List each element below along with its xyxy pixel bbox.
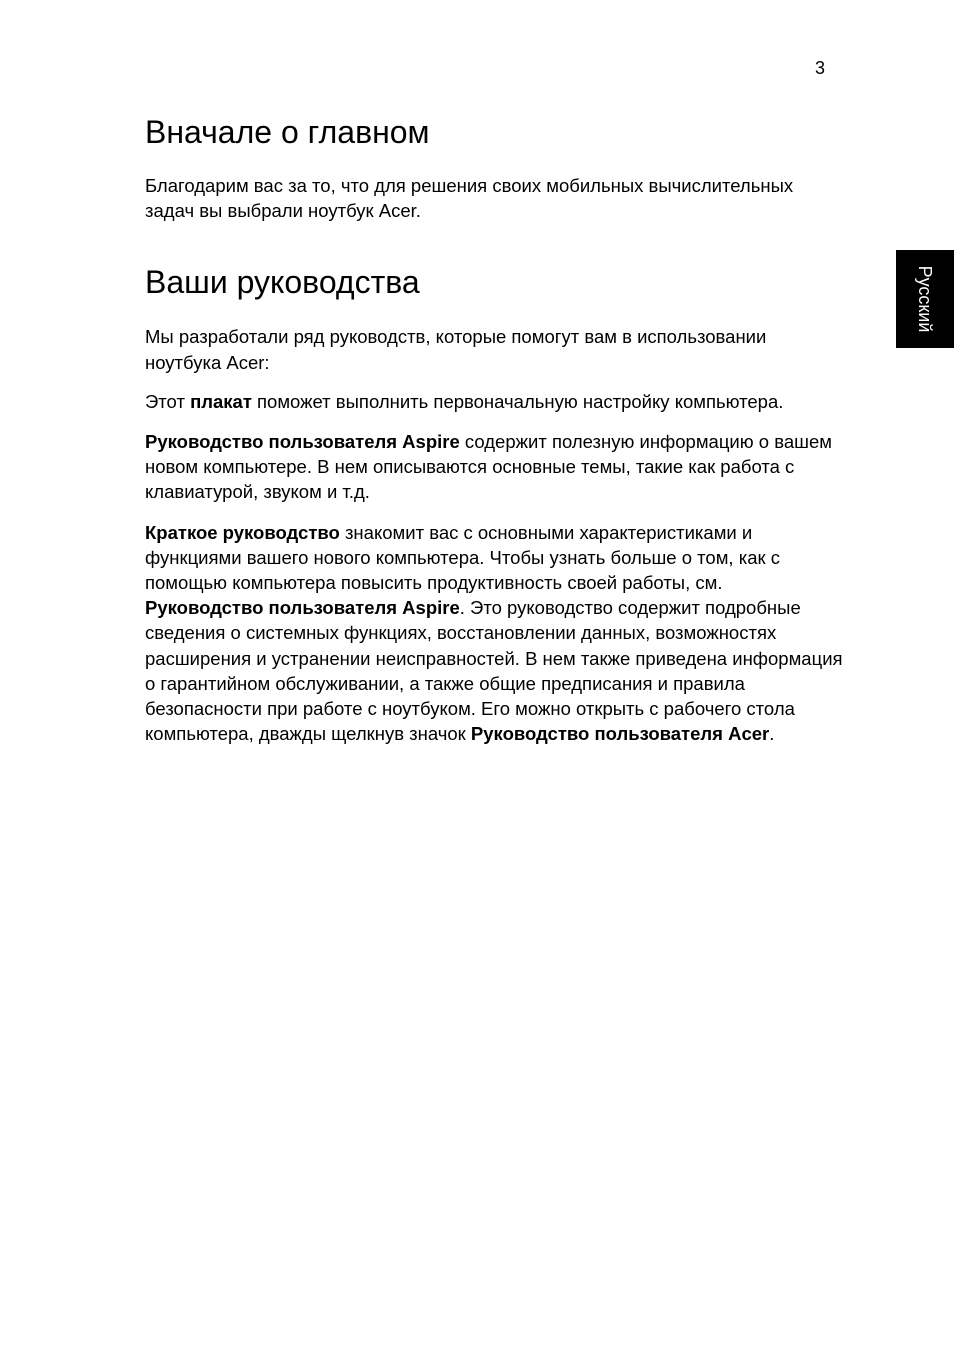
poster-text-after: поможет выполнить первоначальную настройку компьютера.: [251, 390, 784, 412]
language-tab-label: Русский: [915, 265, 935, 333]
guides-intro-paragraph: Мы разработали ряд руководств, которые помогут вам в использовании ноутбука Acer:: [145, 326, 767, 373]
user-guide-paragraph: [145, 429, 845, 505]
quick-guide-text-2: . Это руководство содержит подробные сведения о системных функциях, восстановлении данных, возможностях расширения и устранении неисправностей. В нем также приведена информация о гарантийном обслуживании, а также общие предписания и правила безопасности при работе с ноутбуком. Его можно открыть с рабочего стола компьютера, дважды щелкнув значок: [145, 597, 843, 745]
poster-paragraph: [145, 389, 845, 414]
quick-guide-text-3: .: [769, 723, 775, 745]
section-title-your-guides: Ваши руководства: [145, 264, 420, 301]
page-content: [145, 112, 845, 746]
thank-you-paragraph: Благодарим вас за то, что для решения своих мобильных вычислительных задач вы выбрали ноутбук Acer.: [145, 175, 794, 222]
page-number: 3: [815, 58, 826, 78]
user-guide-reference: Руководство пользователя Aspire: [145, 597, 460, 619]
poster-term: плакат: [190, 390, 252, 412]
language-tab: [896, 250, 954, 348]
user-guide-text: содержит полезную информацию о вашем новом компьютере. В нем описываются основные темы, такие как работа с клавиатурой, звуком и т.д.: [145, 431, 832, 503]
section-title-first-things: Вначале о главном: [145, 114, 430, 150]
poster-text-before: Этот: [145, 390, 191, 412]
quick-guide-term: Краткое руководство: [145, 521, 340, 543]
user-guide-term: Руководство пользователя Aspire: [145, 431, 460, 453]
acer-user-guide-icon-reference: Руководство пользователя Acer: [470, 723, 770, 745]
quick-guide-text-1: знакомит вас с основными характеристиками и функциями вашего нового компьютера. Чтобы узнать больше о том, как с помощью компьютера повысить продуктивность своей работы, см.: [145, 521, 780, 594]
quick-guide-paragraph: [145, 520, 845, 747]
